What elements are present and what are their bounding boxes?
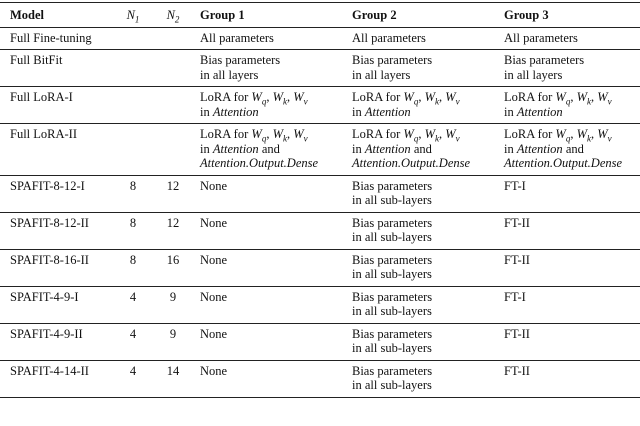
group-2-cell: [342, 249, 494, 286]
cell-line: Bias parameters: [200, 53, 281, 67]
table-row: [0, 286, 640, 323]
table-row: [0, 212, 640, 249]
n2-cell: [150, 27, 190, 50]
cell-line: in all sub-layers: [352, 341, 432, 355]
cell-line: LoRA for $W_q$, $W_k$, $W_v$: [504, 90, 612, 107]
group-3-cell: [494, 87, 640, 124]
cell-line: FT-II: [504, 252, 530, 267]
cell-line: None: [200, 363, 228, 378]
model-cell: SPAFIT-8-12-I: [0, 175, 110, 212]
cell-line: All parameters: [504, 30, 578, 45]
cell-line: in all sub-layers: [352, 378, 432, 392]
cell-line: None: [200, 326, 228, 341]
cell-line: in Attention: [200, 104, 259, 119]
group-1-cell: [190, 212, 342, 249]
group-2-cell: [342, 87, 494, 124]
group-1-cell: [190, 249, 342, 286]
group-3-cell: [494, 360, 640, 397]
cell-line: Attention.Output.Dense: [200, 156, 319, 170]
cell-line: in Attention: [352, 104, 411, 119]
group-1-cell: [190, 27, 342, 50]
cell-line: None: [200, 252, 228, 267]
cell-line: Bias parameters: [352, 289, 433, 304]
cell-line: Attention.Output.Dense: [352, 156, 471, 170]
cell-line: in all sub-layers: [352, 304, 432, 318]
n1-cell: [110, 50, 150, 87]
group-3-cell: [494, 286, 640, 323]
group-1-cell: [190, 87, 342, 124]
model-cell: SPAFIT-8-16-II: [0, 249, 110, 286]
parameter-groups-table: [0, 2, 640, 398]
group-2-cell: [342, 175, 494, 212]
n1-cell: [110, 27, 150, 50]
table-row: [0, 360, 640, 397]
cell-line: Bias parameters: [352, 178, 433, 193]
group-2-cell: [342, 360, 494, 397]
cell-line: FT-I: [504, 289, 526, 304]
group-1-cell: [190, 286, 342, 323]
header-n1-letter: N: [126, 8, 135, 22]
group-3-cell: [494, 249, 640, 286]
cell-line: Bias parameters: [352, 363, 433, 378]
cell-line: Bias parameters: [352, 252, 433, 267]
cell-line: in all sub-layers: [352, 230, 432, 244]
model-cell: Full Fine-tuning: [0, 27, 110, 50]
header-n2: [150, 3, 190, 28]
cell-line: Bias parameters: [504, 53, 585, 67]
n2-cell: 14: [150, 360, 190, 397]
n1-cell: 4: [110, 360, 150, 397]
cell-line: Bias parameters: [352, 326, 433, 341]
n2-cell: 12: [150, 212, 190, 249]
table-header: [0, 3, 640, 28]
group-2-cell: [342, 323, 494, 360]
model-cell: SPAFIT-4-9-II: [0, 323, 110, 360]
group-2-cell: [342, 124, 494, 176]
n2-cell: [150, 50, 190, 87]
cell-line: LoRA for $W_q$, $W_k$, $W_v$: [504, 127, 612, 144]
n1-cell: 8: [110, 175, 150, 212]
model-cell: SPAFIT-4-9-I: [0, 286, 110, 323]
cell-line: None: [200, 215, 228, 230]
group-3-cell: [494, 323, 640, 360]
n1-cell: [110, 124, 150, 176]
n1-cell: 8: [110, 212, 150, 249]
cell-line: FT-I: [504, 178, 526, 193]
cell-line: LoRA for $W_q$, $W_k$, $W_v$: [352, 90, 460, 107]
cell-line: All parameters: [200, 30, 274, 45]
table-row: [0, 50, 640, 87]
header-group-3: Group 3: [494, 3, 640, 28]
cell-line: in Attention: [504, 104, 563, 119]
group-1-cell: [190, 50, 342, 87]
cell-line: None: [200, 289, 228, 304]
table-row: [0, 87, 640, 124]
group-1-cell: [190, 360, 342, 397]
n1-cell: 8: [110, 249, 150, 286]
model-cell: Full LoRA-II: [0, 124, 110, 176]
cell-line: None: [200, 178, 228, 193]
cell-line: Bias parameters: [352, 53, 433, 67]
header-row: [0, 3, 640, 28]
n2-cell: 16: [150, 249, 190, 286]
table-row: [0, 124, 640, 176]
n2-cell: 9: [150, 286, 190, 323]
cell-line: Bias parameters: [352, 215, 433, 230]
group-1-cell: [190, 175, 342, 212]
group-2-cell: [342, 50, 494, 87]
group-3-cell: [494, 50, 640, 87]
cell-line: Attention.Output.Dense: [504, 156, 623, 170]
cell-line: All parameters: [352, 30, 426, 45]
table-row: [0, 175, 640, 212]
header-model: Model: [0, 3, 110, 28]
table-body: [0, 27, 640, 397]
cell-line: in all sub-layers: [352, 267, 432, 281]
cell-line: LoRA for $W_q$, $W_k$, $W_v$: [200, 127, 308, 144]
header-n2-subscript: 2: [174, 14, 180, 25]
group-3-cell: [494, 175, 640, 212]
n2-cell: [150, 87, 190, 124]
group-3-cell: [494, 212, 640, 249]
header-group-2: Group 2: [342, 3, 494, 28]
header-n1-subscript: 1: [134, 14, 140, 25]
cell-line: in Attention and: [352, 141, 432, 156]
header-n2-letter: N: [166, 8, 175, 22]
n2-cell: 12: [150, 175, 190, 212]
group-1-cell: [190, 124, 342, 176]
cell-line: in Attention and: [504, 141, 584, 156]
n2-cell: 9: [150, 323, 190, 360]
group-3-cell: [494, 124, 640, 176]
header-n1: [110, 3, 150, 28]
group-3-cell: [494, 27, 640, 50]
group-2-cell: [342, 212, 494, 249]
cell-line: FT-II: [504, 363, 530, 378]
n1-cell: [110, 87, 150, 124]
model-cell: Full LoRA-I: [0, 87, 110, 124]
n1-cell: 4: [110, 286, 150, 323]
group-1-cell: [190, 323, 342, 360]
header-group-1: Group 1: [190, 3, 342, 28]
group-2-cell: [342, 27, 494, 50]
n2-cell: [150, 124, 190, 176]
cell-line: LoRA for $W_q$, $W_k$, $W_v$: [352, 127, 460, 144]
n1-cell: 4: [110, 323, 150, 360]
cell-line: in all layers: [200, 67, 259, 82]
group-2-cell: [342, 286, 494, 323]
cell-line: in all sub-layers: [352, 193, 432, 207]
table-row: [0, 27, 640, 50]
cell-line: in Attention and: [200, 141, 280, 156]
cell-line: LoRA for $W_q$, $W_k$, $W_v$: [200, 90, 308, 107]
model-cell: SPAFIT-4-14-II: [0, 360, 110, 397]
table-row: [0, 249, 640, 286]
cell-line: FT-II: [504, 326, 530, 341]
cell-line: FT-II: [504, 215, 530, 230]
model-cell: SPAFIT-8-12-II: [0, 212, 110, 249]
cell-line: in all layers: [352, 67, 411, 82]
table-row: [0, 323, 640, 360]
model-cell: Full BitFit: [0, 50, 110, 87]
cell-line: in all layers: [504, 67, 563, 82]
